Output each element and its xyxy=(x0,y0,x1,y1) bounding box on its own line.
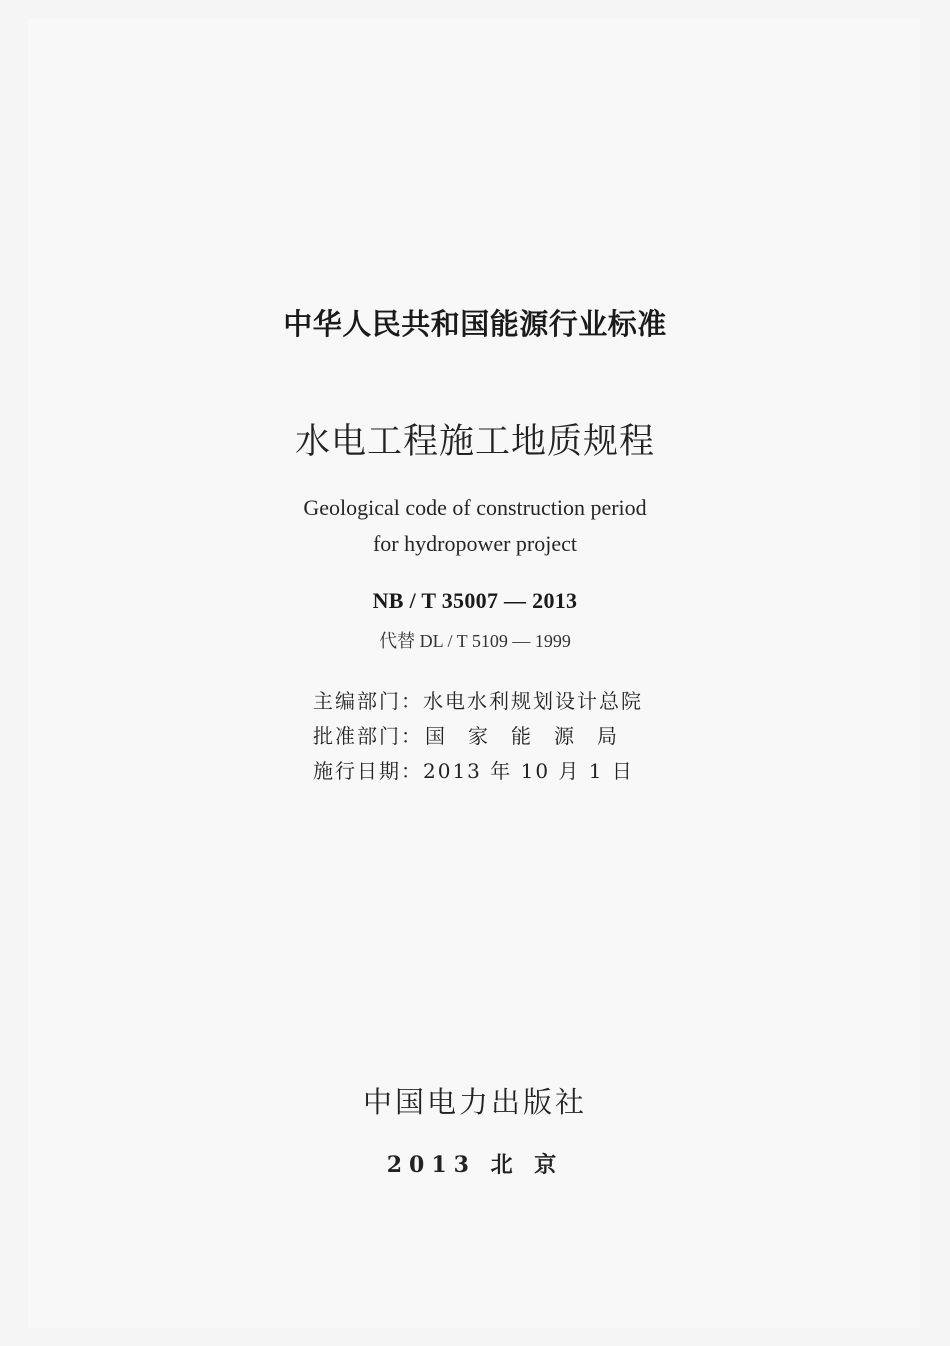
publication-place-year: 2013 北 京 xyxy=(386,1152,564,1178)
publisher: 中国电力出版社 xyxy=(362,1085,587,1119)
standard-code: NB / T 35007 — 2013 xyxy=(372,588,578,613)
document-title-cn: 水电工程施工地质规程 xyxy=(294,422,655,462)
paper-surface xyxy=(28,18,920,1328)
approver-value: 国家能源局 xyxy=(425,724,640,748)
approver-department xyxy=(313,720,669,749)
document-title-en-line-1: Geological code of construction period xyxy=(303,495,647,520)
effective-date: 施行日期：2013 年 10 月 1 日 xyxy=(313,759,634,783)
approver-label: 批准部门： xyxy=(313,724,423,748)
editor-department: 主编部门：水电水利规划设计总院 xyxy=(313,689,643,713)
document-title-en-line-2: for hydropower project xyxy=(372,531,578,556)
standard-category: 中华人民共和国能源行业标准 xyxy=(283,307,667,341)
replaces-code: 代替 DL / T 5109 — 1999 xyxy=(379,631,571,651)
document-title-en xyxy=(0,490,950,562)
